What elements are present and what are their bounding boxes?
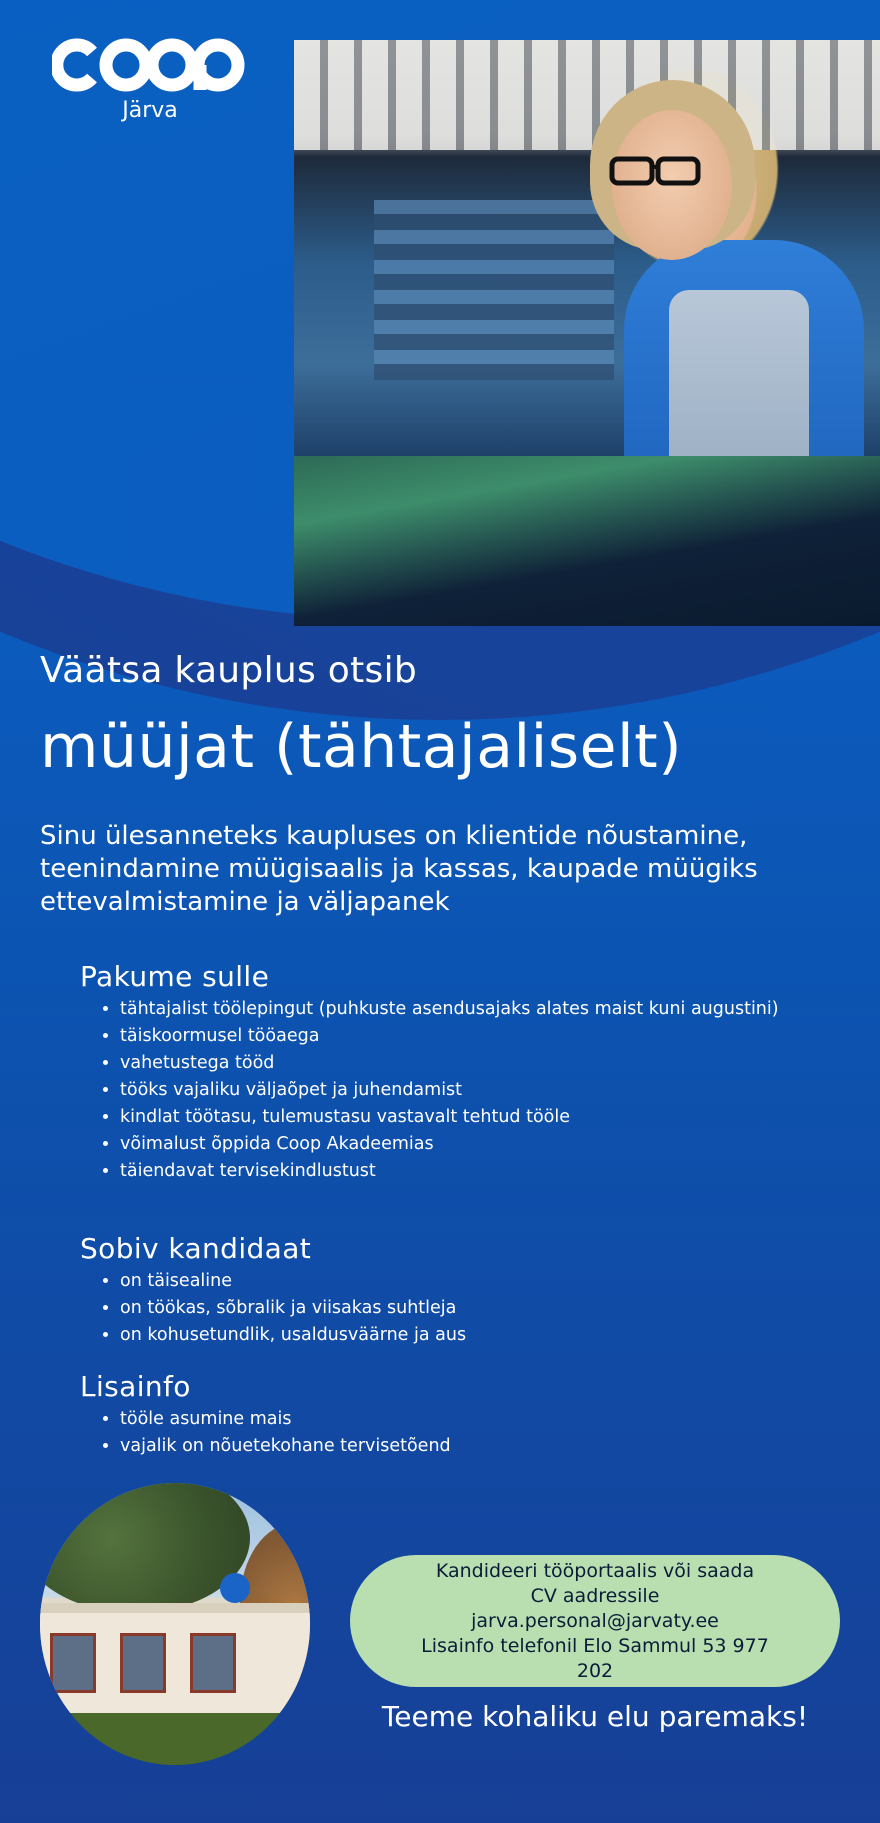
list-item: • on töökas, sõbralik ja viisakas suhtleja — [120, 1298, 820, 1319]
candidate-section — [80, 1232, 820, 1352]
cta-line: CV aadressile — [530, 1584, 660, 1607]
list-item: • tähtajalist töölepingut (puhkuste asendusajaks alates maist kuni augustini) — [120, 999, 820, 1020]
list-item: • täiskoormusel tööaega — [120, 1026, 820, 1047]
list-item: • kindlat töötasu, tulemustasu vastavalt tehtud tööle — [120, 1107, 820, 1128]
headline-position: müüjat (tähtajaliselt) — [40, 712, 683, 782]
coop-logo — [50, 38, 250, 123]
offer-section — [80, 960, 820, 1188]
glasses-icon — [594, 153, 714, 187]
list-item: • võimalust õppida Coop Akadeemias — [120, 1134, 820, 1155]
candidate-list — [80, 1271, 820, 1346]
store-photo — [40, 1483, 310, 1765]
list-item: • tööks vajaliku väljaõpet ja juhendamist — [120, 1080, 820, 1101]
list-item: • tööle asumine mais — [120, 1409, 820, 1430]
logo-region: Järva — [122, 98, 178, 123]
list-item: • vahetustega tööd — [120, 1053, 820, 1074]
list-item: • on täisealine — [120, 1271, 820, 1292]
intro-text: Sinu ülesanneteks kaupluses on klientide nõustamine, teenindamine müügisaalis ja kassas, kaupade müügiks ettevalmistamine ja väljapanek — [40, 821, 758, 917]
cta-line: Kandideeri tööportaalis või saada — [435, 1559, 755, 1582]
apply-info-box — [350, 1555, 840, 1687]
cta-line: 202 — [576, 1659, 614, 1682]
coop-sign-icon — [220, 1573, 250, 1603]
hero-photo — [294, 40, 880, 626]
headline-pre: Väätsa kauplus otsib — [40, 650, 418, 691]
offer-list — [80, 999, 820, 1182]
info-title: Lisainfo — [80, 1370, 191, 1403]
cta-email[interactable]: jarva.personal@jarvaty.ee — [471, 1609, 719, 1632]
list-item: • vajalik on nõuetekohane tervisetõend — [120, 1436, 820, 1457]
candidate-title: Sobiv kandidaat — [80, 1232, 312, 1265]
cta-phone: Lisainfo telefonil Elo Sammul 53 977 — [421, 1634, 769, 1657]
coop-logo-icon — [52, 38, 248, 92]
offer-title: Pakume sulle — [80, 960, 270, 993]
list-item: • on kohusetundlik, usaldusväärne ja aus — [120, 1325, 820, 1346]
tagline: Teeme kohaliku elu paremaks! — [381, 1700, 809, 1733]
info-list — [80, 1409, 820, 1457]
info-section — [80, 1370, 820, 1463]
list-item: • täiendavat tervisekindlustust — [120, 1161, 820, 1182]
